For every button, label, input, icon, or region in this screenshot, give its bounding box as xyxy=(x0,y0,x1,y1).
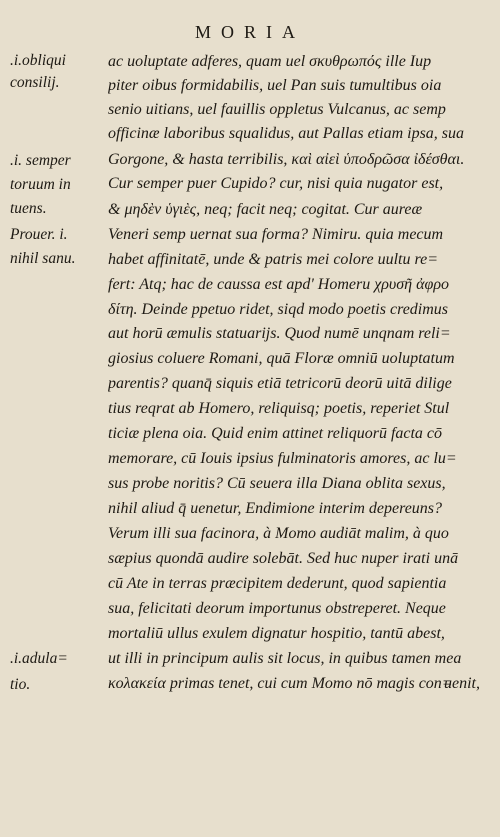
text-line: habet affinitatē, unde & patris mei colore uultu re= xyxy=(108,251,439,268)
text-line: fert: Atq; hac de caussa est apd' Homeru χρυσῆ ἀφρο xyxy=(108,276,450,293)
text-line: ut illi in principum aulis sit locus, in quibus tamen mea xyxy=(108,650,462,667)
text-line: Cur semper puer Cupido? cur, nisi quia nugator est, xyxy=(108,175,444,192)
text-line: piter oibus formidabilis, uel Pan suis tumultibus oia xyxy=(108,77,442,94)
catchword: uenit, xyxy=(444,675,480,692)
text-line: memorare, cū Iouis ipsius fulminatoris amores, ac lu= xyxy=(108,450,457,467)
text-line: ticiæ plena oia. Quid enim attinet reliquorū facta cō xyxy=(108,425,443,442)
text-line: δίτη. Deinde ppetuo ridet, siqd modo poetis credimus xyxy=(108,301,449,318)
margin-note-consilij: consilij. xyxy=(10,74,60,91)
margin-note-tuens: tuens. xyxy=(10,200,47,217)
text-line: giosius coluere Romani, quā Floræ omniū uoluptatum xyxy=(108,350,455,367)
text-line: ac uoluptate adferes, quam uel σκυθρωπός ille Iup xyxy=(108,53,432,70)
margin-note-obliqui: .i.obliqui xyxy=(10,52,66,69)
text-line: tius reqrat ab Homero, reliquisq; poetis, reperiet Stul xyxy=(108,400,450,417)
text-line: senio uitians, uel fauillis oppletus Vulcanus, ac semp xyxy=(108,101,446,118)
text-line: Gorgone, & hasta terribilis, καὶ αἰεὶ ὑποδρῶσα ἰδέσθαι. xyxy=(108,151,465,168)
text-line: Veneri semp uernat sua forma? Nimiru. quia mecum xyxy=(108,226,444,243)
text-line: cū Ate in terras præcipitem dederunt, quod sapientia xyxy=(108,575,447,592)
margin-note-adulatio: .i.adula= xyxy=(10,650,68,667)
text-line: sua, felicitati deorum importunus obstreperet. Neque xyxy=(108,600,446,617)
text-line: sus probe noritis? Cū seuera illa Diana oblita sexus, xyxy=(108,475,446,492)
text-line: Verum illi sua facinora, à Momo audiāt malim, à quo xyxy=(108,525,449,542)
text-line: parentis? quanq̄ siquis etiā tetricorū deorū uitā dilige xyxy=(108,375,452,392)
text-line: & μηδὲν ὑγιὲς, neq; facit neq; cogitat. Cur aureæ xyxy=(108,201,423,218)
margin-note-semper: .i. semper xyxy=(10,152,71,169)
margin-note-nihil: nihil sanu. xyxy=(10,250,76,267)
text-line: κολακεία primas tenet, cui cum Momo nō magis con= xyxy=(108,675,453,692)
text-line: mortaliū ullus exulem dignatur hospitio, tantū abest, xyxy=(108,625,445,642)
margin-note-tio: tio. xyxy=(10,676,31,693)
running-head: MORIA xyxy=(194,22,305,42)
text-line: officinæ laboribus squalidus, aut Pallas etiam ipsa, sua xyxy=(108,125,465,142)
text-line: aut horū æmulis statuarijs. Quod numē unqnam reli= xyxy=(108,325,451,342)
text-line: nihil aliud q̄ uenetur, Endimione interim depereuns? xyxy=(108,500,443,517)
margin-note-toruum: toruum in xyxy=(10,176,71,193)
text-line: sæpius quondā audire solebāt. Sed huc nuper irati unā xyxy=(108,550,459,567)
margin-note-prouer: Prouer. i. xyxy=(10,226,68,243)
